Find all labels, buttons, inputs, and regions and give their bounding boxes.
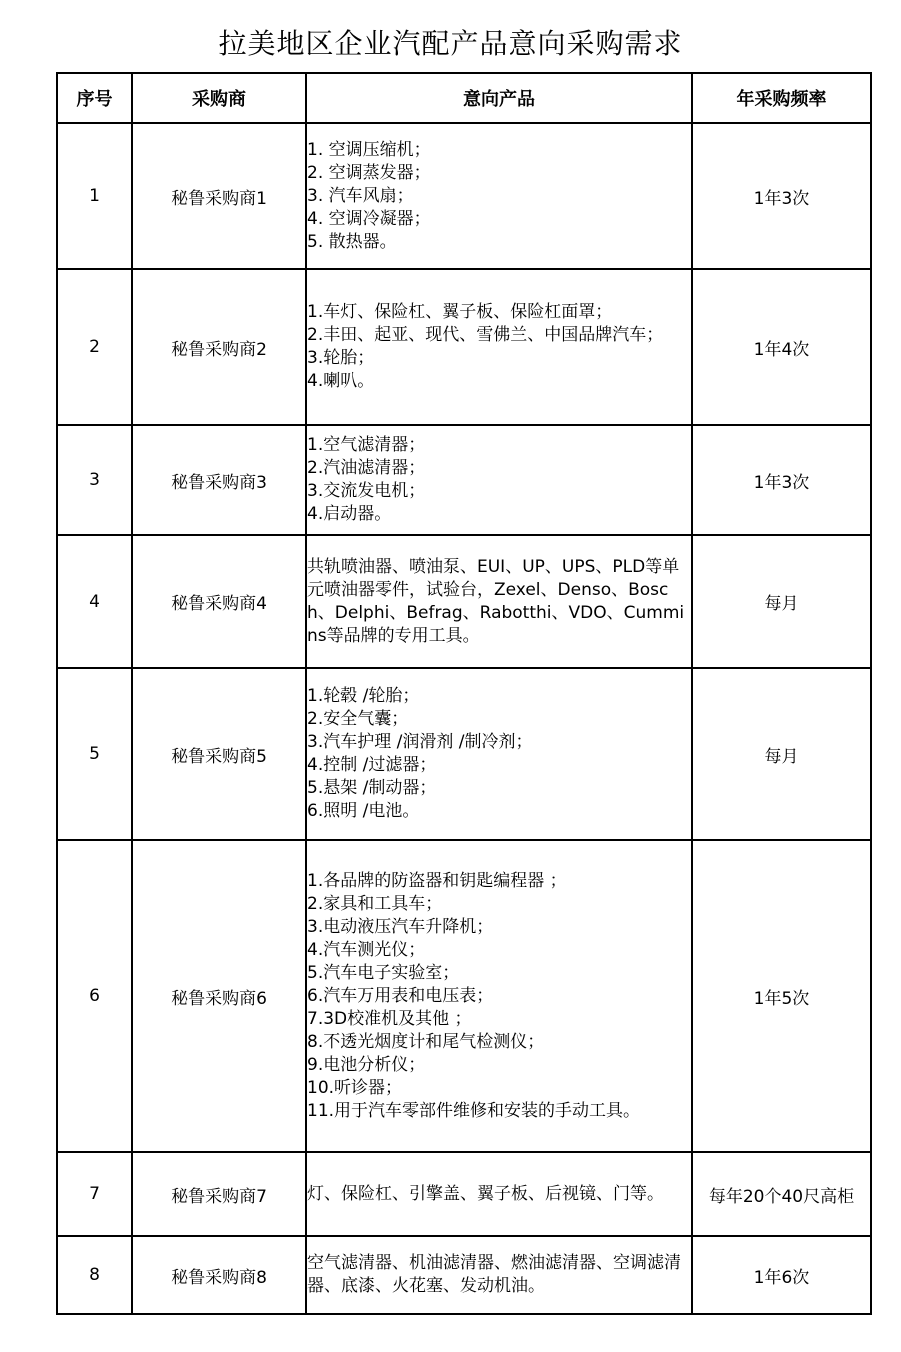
product-line: 7.3D校准机及其他 ；: [307, 1008, 472, 1029]
product-line: 2.丰田、起亚、现代、雪佛兰、中国品牌汽车；: [307, 325, 664, 345]
row-no: 8: [57, 1236, 132, 1314]
row-products: [306, 840, 692, 1152]
table-row: [57, 840, 871, 1152]
product-line: 8.不透光烟度计和尾气检测仪；: [307, 1031, 545, 1052]
row-frequency: 1年3次: [692, 123, 871, 269]
table-row: [57, 1152, 871, 1236]
row-products: [306, 1236, 692, 1314]
product-line: 6.照明 /电池。: [307, 801, 420, 821]
document-title: 拉美地区企业汽配产品意向采购需求: [218, 27, 683, 60]
product-line: 4.汽车测光仪；: [307, 939, 426, 960]
row-buyer: 秘鲁采购商7: [132, 1152, 306, 1236]
product-line: 1.车灯、保险杠、翼子板、保险杠面罩；: [307, 302, 613, 322]
header-frequency: 年采购频率: [692, 73, 871, 123]
product-line: 3.轮胎；: [307, 348, 375, 368]
row-frequency: 1年3次: [692, 425, 871, 535]
row-frequency: 每月: [692, 668, 871, 840]
table-row: [57, 668, 871, 840]
row-no: 2: [57, 269, 132, 425]
product-line: 2.安全气囊；: [307, 709, 409, 729]
row-no: 5: [57, 668, 132, 840]
product-line: 11.用于汽车零部件维修和安装的手动工具。: [307, 1100, 641, 1121]
product-line: 3.交流发电机；: [307, 481, 426, 501]
product-line: 4.启动器。: [307, 504, 392, 524]
product-line: 空气滤清器、机油滤清器、燃油滤清器、空调滤清器、底漆、火花塞、发动机油。: [307, 1253, 681, 1296]
row-no: 7: [57, 1152, 132, 1236]
row-products: [306, 535, 692, 668]
product-line: 6.汽车万用表和电压表；: [307, 985, 494, 1006]
row-buyer: 秘鲁采购商6: [132, 840, 306, 1152]
row-buyer: 秘鲁采购商3: [132, 425, 306, 535]
row-products: [306, 123, 692, 269]
table-row: [57, 1236, 871, 1314]
product-line: 2. 空调蒸发器；: [307, 162, 431, 183]
product-line: 9.电池分析仪；: [307, 1054, 426, 1075]
row-no: 4: [57, 535, 132, 668]
product-line: 4.控制 /过滤器；: [307, 755, 437, 775]
table-row: [57, 535, 871, 668]
row-buyer: 秘鲁采购商1: [132, 123, 306, 269]
row-frequency: 每年20个40尺高柜: [692, 1152, 871, 1236]
row-products: [306, 668, 692, 840]
row-buyer: 秘鲁采购商4: [132, 535, 306, 668]
header-buyer: 采购商: [132, 73, 306, 123]
product-line: 5.悬架 /制动器；: [307, 778, 437, 798]
row-buyer: 秘鲁采购商8: [132, 1236, 306, 1314]
table-header-row: [57, 73, 871, 123]
product-line: 1.各品牌的防盗器和钥匙编程器 ；: [307, 870, 567, 891]
product-line: 1.空气滤清器；: [307, 435, 426, 455]
product-line: 2.汽油滤清器；: [307, 458, 426, 478]
product-line: 3.汽车护理 /润滑剂 /制冷剂；: [307, 732, 533, 752]
table-row: [57, 269, 871, 425]
product-line: 1. 空调压缩机；: [307, 139, 431, 160]
row-products: [306, 1152, 692, 1236]
row-buyer: 秘鲁采购商2: [132, 269, 306, 425]
row-frequency: 1年6次: [692, 1236, 871, 1314]
row-products: [306, 269, 692, 425]
table-row: [57, 123, 871, 269]
row-no: 1: [57, 123, 132, 269]
row-buyer: 秘鲁采购商5: [132, 668, 306, 840]
product-line: 4.喇叭。: [307, 371, 375, 391]
product-line: 3. 汽车风扇；: [307, 185, 414, 206]
row-frequency: 1年4次: [692, 269, 871, 425]
row-products: [306, 425, 692, 535]
product-line: 2.家具和工具车；: [307, 893, 443, 914]
product-line: 4. 空调冷凝器；: [307, 208, 431, 229]
purchase-requirements-table: [56, 72, 872, 1315]
product-line: 3.电动液压汽车升降机；: [307, 916, 494, 937]
header-products: 意向产品: [306, 73, 692, 123]
product-line: 5. 散热器。: [307, 231, 397, 252]
product-line: 1.轮毂 /轮胎；: [307, 686, 420, 706]
table-row: [57, 425, 871, 535]
row-no: 3: [57, 425, 132, 535]
row-no: 6: [57, 840, 132, 1152]
product-line: 灯、保险杠、引擎盖、翼子板、后视镜、门等。: [307, 1183, 664, 1204]
header-no: 序号: [57, 73, 132, 123]
product-line: 5.汽车电子实验室；: [307, 962, 460, 983]
row-frequency: 每月: [692, 535, 871, 668]
row-frequency: 1年5次: [692, 840, 871, 1152]
product-line: 10.听诊器；: [307, 1077, 403, 1098]
product-line: 共轨喷油器、喷油泵、EUI、UP、UPS、PLD等单元喷油器零件，试验台，Zexel、Denso、Bosch、Delphi、Befrag、Rabotthi、VDO、Cummins等品牌的专用工具。: [307, 556, 685, 646]
